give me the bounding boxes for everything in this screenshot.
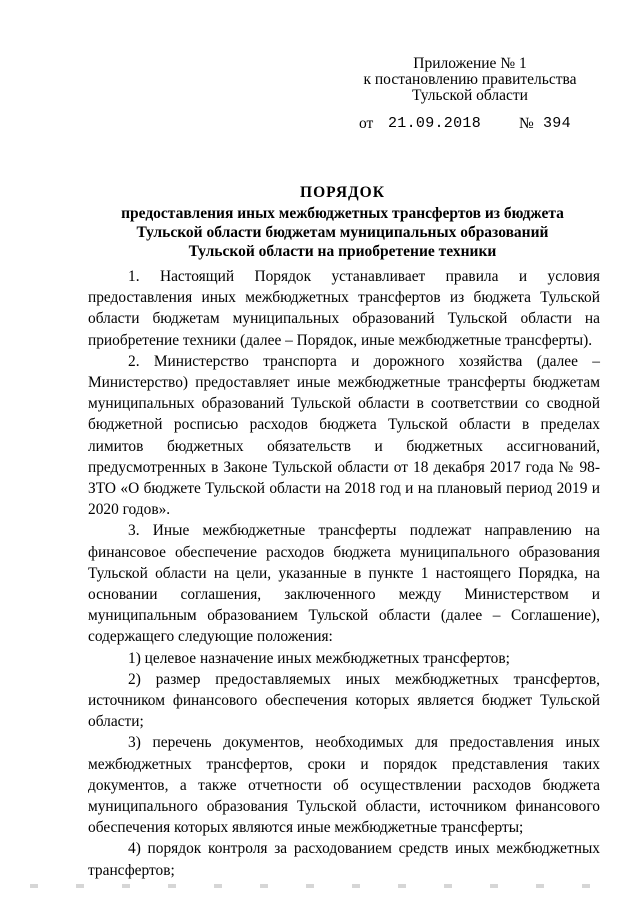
number-label: № — [519, 115, 534, 132]
list-item-2: 2) размер предоставляемых иных межбюджетных трансфертов, источником финансового обеспечения которых является бюджет Тульской области; — [88, 670, 600, 731]
scan-artifact-divider — [30, 884, 620, 888]
title-line-2: Тульской области бюджетам муниципальных образований — [136, 224, 549, 241]
document-body — [88, 266, 600, 881]
appendix-header — [340, 56, 600, 104]
title-heading: ПОРЯДОК — [300, 184, 385, 201]
title-line-1: предоставления иных межбюджетных трансфертов из бюджета — [121, 205, 564, 222]
paragraph-2: 2. Министерство транспорта и дорожного хозяйства (далее – Министерство) предоставляет иные межбюджетные трансферты бюджетам муниципальных образований Тульской области в соответствии со сводной бюджетной росписью расходов бюджета Тульской области в пределах лимитов бюджетных обязательств и бюджетных ассигнований, предусмотренных в Законе Тульской области от 18 декабря 2017 года № 98-ЗТО «О бюджете Тульской области на 2018 год и на плановый период 2019 и 2020 годов». — [88, 352, 600, 519]
appendix-line-3: Тульской области — [412, 87, 528, 104]
list-item-1: 1) целевое назначение иных межбюджетных трансфертов; — [128, 649, 510, 667]
paragraph-1: 1. Настоящий Порядок устанавливает правила и условия предоставления иных межбюджетных трансфертов из бюджета Тульской области бюджетам муниципальных образований Тульской области на приобретение техники (далее – Порядок, иные межбюджетные трансферты). — [88, 268, 600, 349]
resolution-date: 21.09.2018 — [388, 115, 482, 132]
appendix-line-2: к постановлению правительства — [363, 71, 577, 88]
list-item-3: 3) перечень документов, необходимых для предоставления иных межбюджетных трансфертов, сроки и порядок представления таких документов, а также отчетности об осуществлении расходов бюджета муниципального образования Тульской области, источником финансового обеспечения которых являются иные межбюджетные трансферты; — [88, 734, 600, 837]
date-number-line — [0, 115, 640, 133]
list-item-4: 4) порядок контроля за расходованием средств иных межбюджетных трансфертов; — [88, 840, 600, 879]
title-line-3: Тульской области на приобретение техники — [188, 243, 497, 260]
paragraph-3: 3. Иные межбюджетные трансферты подлежат направлению на финансовое обеспечение расходов бюджета муниципального образования Тульской области на цели, указанные в пункте 1 настоящего Порядка, на основании соглашения, заключенного между Министерством и муниципальным образованием Тульской области (далее – Соглашение), содержащего следующие положения: — [88, 522, 600, 646]
resolution-number: 394 — [543, 115, 571, 132]
appendix-line-1: Приложение № 1 — [413, 55, 527, 72]
from-label: от — [359, 115, 374, 132]
document-title — [90, 183, 595, 261]
